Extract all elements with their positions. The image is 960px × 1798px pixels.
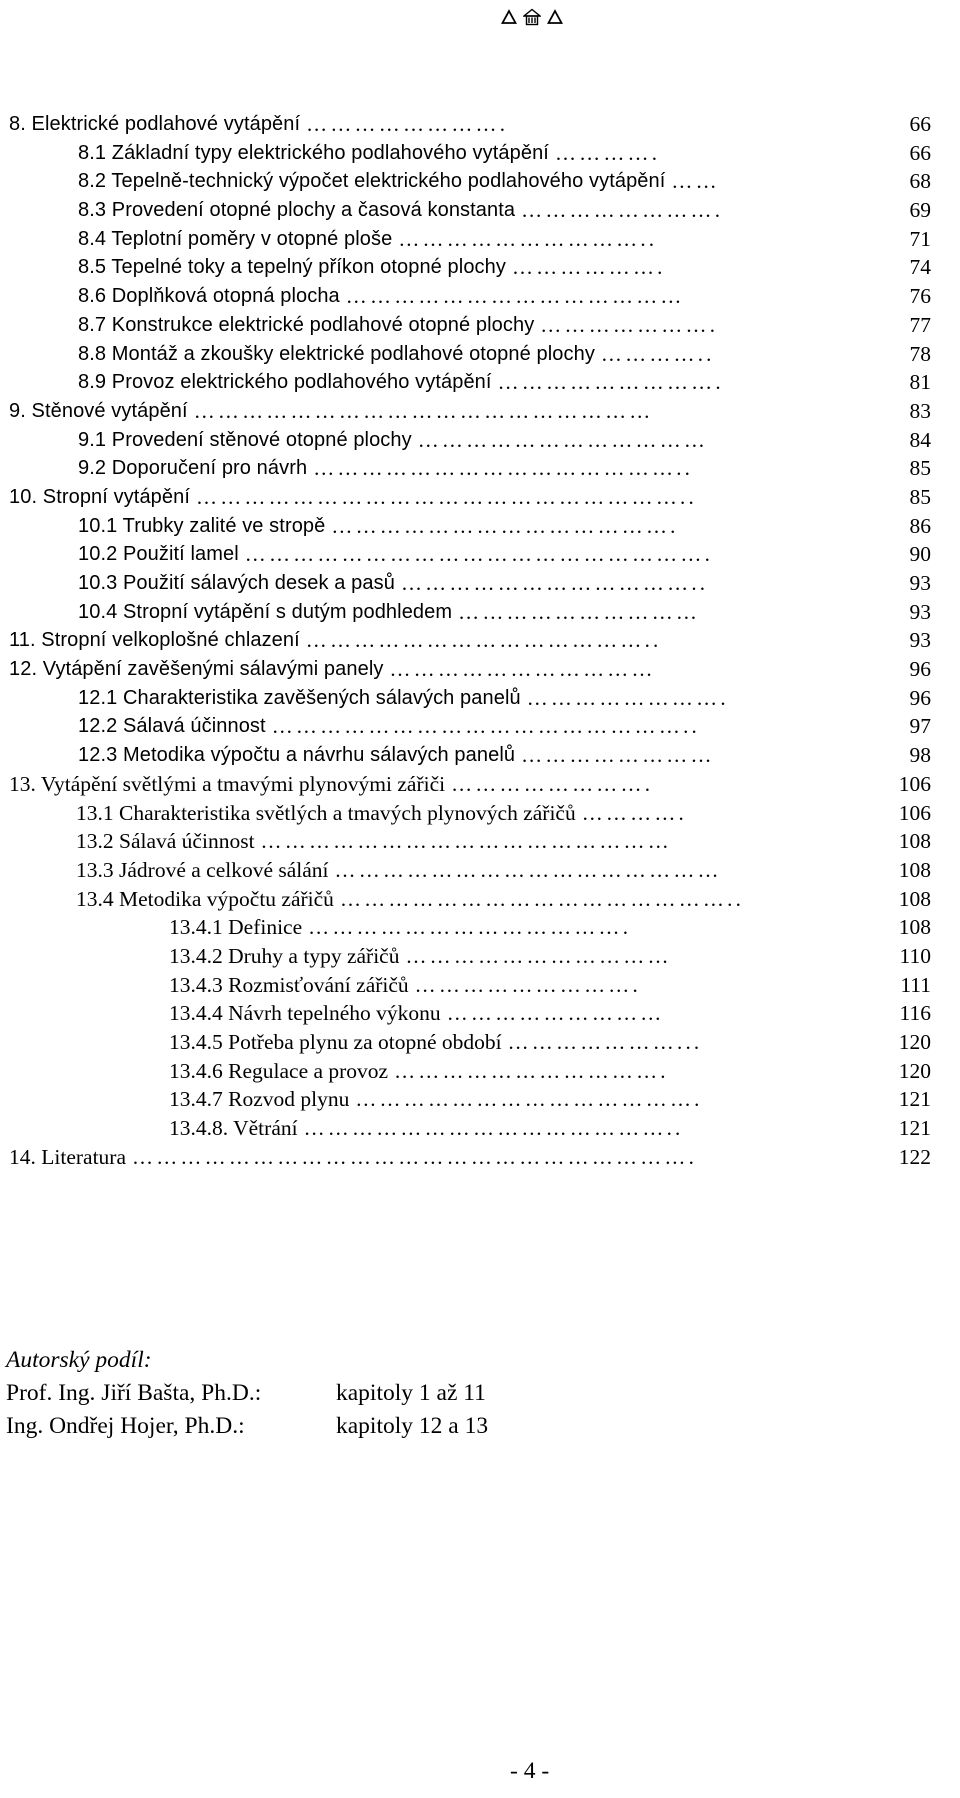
toc-entry-title: 9.2 Doporučení pro návrh [78,457,308,480]
toc-entry-page: 93 [909,571,931,595]
toc-entry[interactable] [9,999,949,1028]
toc-entry-page: 68 [909,169,931,194]
toc-entry[interactable] [9,741,949,770]
toc-entry-page: 108 [898,886,931,911]
author-name: Ing. Ondřej Hojer, Ph.D.: [6,1413,245,1439]
authors-section [6,1344,706,1443]
toc-entry-page: 85 [909,456,931,481]
toc-entry-page: 108 [898,829,931,854]
toc-entry-title: 8.9 Provoz elektrického podlahového vytápění [78,371,492,394]
toc-entry[interactable] [9,110,949,139]
toc-entry-leader: …………………………………….. [305,628,662,653]
toc-entry[interactable] [9,770,949,799]
toc-entry-leader: ………………………. [414,972,641,997]
toc-entry[interactable] [9,856,949,885]
toc-entry-title: 13.4.1 Definice [169,915,303,940]
toc-entry-title: 8.4 Teplotní poměry v otopné ploše [78,227,393,250]
toc-entry-title: 12.2 Sálavá účinnost [78,715,266,738]
toc-entry-title: 13.1 Charakteristika světlých a tmavých plynových zářičů [76,800,576,825]
toc-entry-leader: ………………. [511,255,666,280]
toc-entry-page: 93 [909,628,931,653]
author-row [6,1410,706,1443]
toc-entry[interactable] [9,454,949,483]
toc-entry[interactable] [9,942,949,971]
toc-entry-leader: ……………………………………….. [313,456,694,481]
toc-entry-leader: ………………………….. [398,226,658,251]
toc-entry-page: 120 [898,1058,931,1083]
toc-entry-title: 8.6 Doplňková otopná plocha [78,285,340,308]
toc-entry-page: 84 [909,427,931,452]
toc-entry-title: 8. Elektrické podlahové vytápění [9,113,301,135]
toc-entry[interactable] [9,827,949,856]
toc-entry-title: 11. Stropní velkoplošné chlazení [9,629,300,652]
toc-entry-title: 13.4.7 Rozvod plynu [169,1087,350,1112]
toc-entry[interactable] [9,913,949,942]
toc-entry[interactable] [9,512,949,541]
toc-entry-leader: …………………………………… [345,284,685,309]
toc-entry-leader: …………………………………………………….. [196,484,697,509]
toc-entry-page: 66 [909,112,931,136]
toc-entry[interactable] [9,885,949,914]
toc-entry-leader: ……………………………………………………………. [132,1144,698,1169]
toc-entry-leader: ………………………………………….. [339,886,745,911]
toc-entry-leader: ………………………… [458,599,701,624]
toc-entry-page: 96 [909,657,931,682]
toc-entry[interactable] [9,368,949,397]
toc-entry-page: 66 [909,140,931,165]
toc-entry-page: 121 [898,1087,931,1112]
toc-entry-title: 13.3 Jádrové a celkové sálání [76,857,329,882]
toc-entry-leader: ……………………. [451,771,654,796]
toc-entry-title: 13.4.8. Větrání [169,1116,298,1141]
author-row [6,1377,706,1410]
toc-entry-leader: …………………………………………………. [244,542,714,567]
toc-entry[interactable] [9,397,949,426]
toc-entry-page: 111 [900,972,931,997]
toc-entry-title: 13.4 Metodika výpočtu zářičů [76,886,334,911]
toc-entry-leader: ………………………. [497,370,724,395]
toc-entry[interactable] [9,971,949,1000]
navigation-icons [501,6,561,28]
toc-entry[interactable] [9,684,949,713]
toc-entry-leader: ……………………………….. [400,571,709,595]
toc-entry[interactable] [9,626,949,655]
toc-entry[interactable] [9,311,949,340]
toc-entry-page: 77 [909,312,931,337]
toc-entry[interactable] [9,1028,949,1057]
toc-entry-page: 106 [898,771,931,796]
toc-entry-title: 14. Literatura [9,1144,127,1169]
toc-entry-title: 9. Stěnové vytápění [9,399,188,422]
toc-entry-page: 108 [898,915,931,940]
toc-entry-title: 9.1 Provedení stěnové otopné plochy [78,428,412,451]
toc-entry-title: 13.2 Sálavá účinnost [76,829,255,854]
toc-entry-title: 13.4.5 Potřeba plynu za otopné období [169,1030,502,1054]
toc-entry-leader: …………………………………………….. [271,714,700,739]
toc-entry-page: 93 [909,599,931,624]
toc-entry[interactable] [9,282,949,311]
toc-entry-title: 12.1 Charakteristika zavěšených sálavých panelů [78,686,521,709]
author-name: Prof. Ing. Jiří Bašta, Ph.D.: [6,1380,262,1406]
toc-entry[interactable] [9,598,949,627]
toc-entry[interactable] [9,569,949,598]
toc-entry[interactable] [9,483,949,512]
toc-entry[interactable] [9,655,949,684]
toc-entry-title: 13.4.4 Návrh tepelného výkonu [169,1001,441,1026]
toc-entry-page: 71 [909,226,931,251]
toc-entry[interactable] [9,1057,949,1086]
toc-entry-page: 108 [898,857,931,882]
toc-entry[interactable] [9,1114,949,1143]
toc-entry-leader: ……………………………… [417,427,709,452]
toc-entry[interactable] [9,253,949,282]
toc-entry-page: 122 [898,1144,931,1169]
toc-entry-leader: ……………………………………. [331,513,679,538]
toc-entry-leader: …………………………………. [308,915,632,940]
toc-entry-title: 8.5 Tepelné toky a tepelný příkon otopné plochy [78,256,506,279]
toc-entry[interactable] [9,196,949,225]
toc-entry[interactable] [9,167,949,196]
toc-entry-page: 69 [909,198,931,223]
toc-entry-page: 120 [898,1030,931,1054]
house-icon[interactable] [523,8,541,26]
author-chapters: kapitoly 12 a 13 [336,1413,489,1439]
toc-entry[interactable] [9,1143,949,1172]
toc-entry-title: 12.3 Metodika výpočtu a návrhu sálavých panelů [78,744,516,767]
triangle-outline-icon[interactable] [501,9,517,25]
toc-entry-leader: ………….. [600,341,715,366]
toc-entry-page: 83 [909,398,931,423]
toc-entry-leader: ……………………. [521,198,724,223]
toc-entry-leader: …………………………… [405,943,672,968]
toc-entry-title: 13. Vytápění světlými a tmavými plynovými zářiči [9,771,446,796]
toc-entry-page: 90 [909,542,931,567]
toc-entry[interactable] [9,1085,949,1114]
toc-entry-page: 78 [909,341,931,366]
toc-entry-page: 106 [898,800,931,825]
toc-entry-title: 10.4 Stropní vytápění s dutým podhledem [78,600,453,623]
toc-entry-leader: …………. [554,140,661,165]
page-number: - 4 - [510,1758,550,1784]
author-chapters: kapitoly 1 až 11 [336,1380,486,1406]
table-of-contents [9,110,949,1171]
toc-entry-page: 121 [898,1116,931,1141]
toc-entry-page: 76 [909,284,931,309]
toc-entry[interactable] [9,426,949,455]
toc-entry[interactable] [9,540,949,569]
toc-entry-title: 13.4.6 Regulace a provoz [169,1058,389,1083]
toc-entry-title: 10.2 Použití lamel [78,543,239,566]
toc-entry-title: 10.3 Použití sálavých desek a pasů [78,572,395,594]
toc-entry-page: 81 [909,370,931,395]
toc-entry-leader: …………………… [521,743,715,768]
toc-entry-leader: ……………………………………. [355,1087,703,1112]
toc-entry-page: 74 [909,255,931,280]
toc-entry-page: 98 [909,743,931,768]
toc-entry-title: 12. Vytápění zavěšenými sálavými panely [9,658,384,681]
toc-entry-title: 10. Stropní vytápění [9,485,191,508]
toc-entry-page: 85 [909,484,931,509]
toc-entry-leader: …… [671,169,720,194]
toc-entry[interactable] [9,712,949,741]
toc-entry-title: 10.1 Trubky zalité ve stropě [78,514,326,537]
toc-entry-leader: ………………………………………… [334,857,722,882]
toc-entry[interactable] [9,340,949,369]
toc-entry-leader: ……………………………………….. [303,1116,684,1141]
toc-entry-leader: …………………... [507,1030,703,1054]
toc-entry-title: 8.2 Tepelně-technický výpočet elektrického podlahového vytápění [78,170,666,193]
toc-entry-leader: …………………………… [389,657,656,682]
toc-entry-page: 96 [909,685,931,710]
toc-entry-page: 97 [909,714,931,739]
toc-entry-page: 110 [899,943,931,968]
toc-entry-title: 8.7 Konstrukce elektrické podlahové otopné plochy [78,313,535,336]
toc-entry-leader: ……………………… [446,1001,665,1026]
toc-entry-title: 13.4.2 Druhy a typy zářičů [169,943,400,968]
toc-entry[interactable] [9,139,949,168]
toc-entry-title: 8.1 Základní typy elektrického podlahového vytápění [78,141,549,164]
authors-heading: Autorský podíl: [6,1347,152,1373]
toc-entry[interactable] [9,225,949,254]
toc-entry-page: 86 [909,513,931,538]
toc-entry-leader: ……………………………. [394,1058,669,1083]
toc-entry-leader: ……………………. [526,685,729,710]
toc-entry-title: 13.4.3 Rozmisťování zářičů [169,972,409,997]
toc-entry-leader: …………. [581,800,687,825]
toc-entry-title: 8.3 Provedení otopné plochy a časová konstanta [78,199,516,222]
toc-entry-leader: ……………………. [306,112,509,136]
toc-entry-leader: ………………………………………………… [193,398,654,423]
toc-entry-leader: …………………. [540,312,719,337]
toc-entry-leader: …………………………………………… [260,829,672,854]
toc-entry[interactable] [9,799,949,828]
toc-entry-page: 116 [899,1001,931,1026]
triangle-outline-icon[interactable] [547,9,563,25]
toc-entry-title: 8.8 Montáž a zkoušky elektrické podlahové otopné plochy [78,342,595,365]
